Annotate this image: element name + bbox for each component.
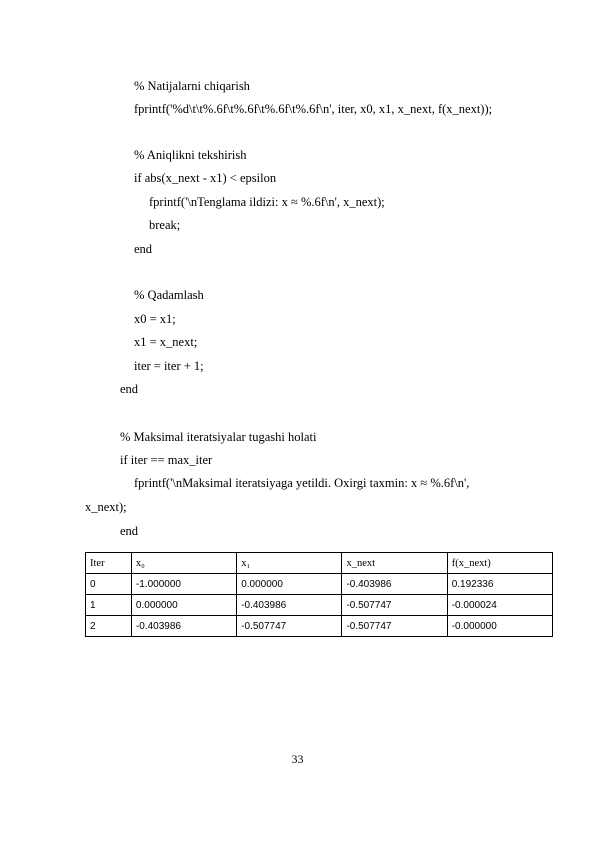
cell-f-x-next: -0.000024 bbox=[447, 595, 552, 616]
cell-x0: -1.000000 bbox=[131, 574, 236, 595]
page-number: 33 bbox=[291, 752, 304, 766]
cell-x-next: -0.403986 bbox=[342, 574, 447, 595]
cell-iter: 1 bbox=[86, 595, 132, 616]
comment-accuracy: % Aniqlikni tekshirish bbox=[134, 148, 247, 162]
cell-x-next: -0.507747 bbox=[342, 616, 447, 637]
table-row bbox=[86, 616, 553, 637]
code-fprintf-row: fprintf('%d\t\t%.6f\t%.6f\t%.6f\t%.6f\n', iter, x0, x1, x_next, f(x_next)); bbox=[134, 102, 493, 116]
cell-iter: 0 bbox=[86, 574, 132, 595]
code-fprintf-root: fprintf('\nTenglama ildizi: x ≈ %.6f\n', x_next); bbox=[149, 195, 385, 209]
table-header-row bbox=[86, 553, 553, 574]
table-row bbox=[86, 574, 553, 595]
code-end-loop: end bbox=[120, 382, 139, 396]
cell-x0: -0.403986 bbox=[131, 616, 236, 637]
header-x1: x₁ bbox=[237, 553, 342, 574]
header-f-x-next: f(x_next) bbox=[447, 553, 552, 574]
cell-x1: -0.403986 bbox=[237, 595, 342, 616]
header-x0: x₀ bbox=[131, 553, 236, 574]
code-end-final: end bbox=[120, 524, 139, 538]
comment-output: % Natijalarni chiqarish bbox=[134, 79, 250, 93]
code-iter-increment: iter = iter + 1; bbox=[134, 359, 204, 373]
code-break: break; bbox=[149, 218, 181, 232]
cell-x1: 0.000000 bbox=[237, 574, 342, 595]
code-if-max-iter: if iter == max_iter bbox=[120, 453, 213, 467]
comment-max-iter: % Maksimal iteratsiyalar tugashi holati bbox=[120, 430, 317, 444]
cell-x0: 0.000000 bbox=[131, 595, 236, 616]
header-x-next: x_next bbox=[342, 553, 447, 574]
cell-f-x-next: -0.000000 bbox=[447, 616, 552, 637]
code-x1-assign: x1 = x_next; bbox=[134, 335, 198, 349]
code-fprintf-max-cont: x_next); bbox=[85, 500, 127, 514]
iteration-table bbox=[85, 552, 553, 637]
comment-step: % Qadamlash bbox=[134, 288, 204, 302]
code-fprintf-max: fprintf('\nMaksimal iteratsiyaga yetildi. Oxirgi taxmin: x ≈ %.6f\n', bbox=[134, 476, 470, 490]
header-iter: Iter bbox=[86, 553, 132, 574]
cell-f-x-next: 0.192336 bbox=[447, 574, 552, 595]
cell-iter: 2 bbox=[86, 616, 132, 637]
table-row bbox=[86, 595, 553, 616]
code-if-abs: if abs(x_next - x1) < epsilon bbox=[134, 171, 277, 185]
code-end-inner: end bbox=[134, 242, 153, 256]
cell-x1: -0.507747 bbox=[237, 616, 342, 637]
cell-x-next: -0.507747 bbox=[342, 595, 447, 616]
code-x0-assign: x0 = x1; bbox=[134, 312, 176, 326]
